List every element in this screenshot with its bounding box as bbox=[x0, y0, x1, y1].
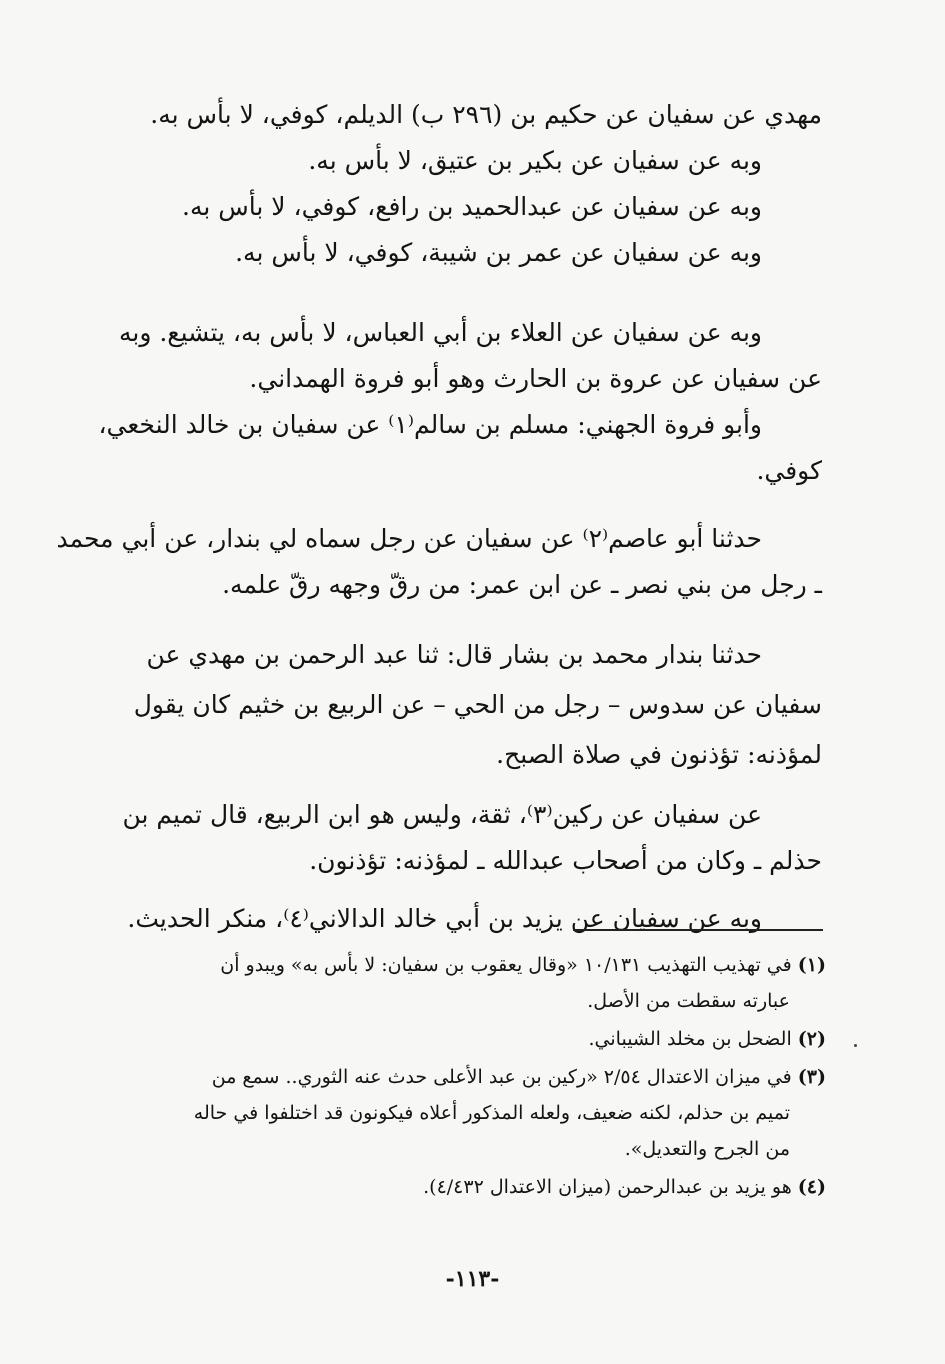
text-line: مهدي عن سفيان عن حكيم بن (٢٩٦ ب) الديلم، كوفي، لا بأس به. bbox=[150, 100, 822, 129]
text-line: سفيان عن سدوس – رجل من الحي – عن الربيع بن خثيم كان يقول bbox=[133, 690, 822, 719]
text-line: عن سفيان عن ركين⁽٣⁾، ثقة، وليس هو ابن الربيع، قال تميم بن bbox=[122, 800, 762, 829]
footnote-number: (١) bbox=[797, 954, 826, 976]
scan-speck bbox=[854, 1044, 857, 1047]
text-line: وبه عن سفيان عن يزيد بن أبي خالد الدالاني⁽٤⁾، منكر الحديث. bbox=[127, 904, 762, 933]
footnote-number: (٣) bbox=[797, 1066, 826, 1088]
text-line: كوفي. bbox=[756, 456, 822, 485]
paragraph-5 bbox=[118, 310, 822, 402]
footnote-text: في ميزان الاعتدال ٢/٥٤ «ركين بن عبد الأعلى حدث عنه الثوري.. سمع من bbox=[211, 1066, 792, 1088]
footnote-text: من الجرح والتعديل». bbox=[624, 1138, 790, 1160]
text-line: وبه عن سفيان عن بكير بن عتيق، لا بأس به. bbox=[308, 146, 762, 175]
footnote-number: (٤) bbox=[797, 1176, 826, 1198]
paragraph-2 bbox=[118, 138, 822, 184]
paragraph-7 bbox=[56, 516, 822, 608]
paragraph-9 bbox=[118, 792, 822, 884]
paragraph-8 bbox=[118, 630, 822, 780]
footnote-text: في تهذيب التهذيب ١٠/١٣١ «وقال يعقوب بن سفيان: لا بأس به» ويبدو أن bbox=[220, 954, 792, 976]
text-line: حدثنا أبو عاصم⁽٢⁾ عن سفيان عن رجل سماه لي بندار، عن أبي محمد bbox=[56, 524, 762, 553]
paragraph-10 bbox=[118, 896, 822, 942]
footnote-4 bbox=[118, 1169, 826, 1205]
paragraph-1 bbox=[118, 92, 822, 138]
paragraph-6 bbox=[98, 402, 822, 494]
text-line: عن سفيان عن عروة بن الحارث وهو أبو فروة الهمداني. bbox=[249, 364, 822, 393]
footnotes bbox=[118, 947, 826, 1207]
footnote-3 bbox=[118, 1059, 826, 1167]
footnote-text: عبارته سقطت من الأصل. bbox=[587, 990, 790, 1012]
text-line: ـ رجل من بني نصر ـ عن ابن عمر: من رقّ وجهه رقّ علمه. bbox=[222, 570, 822, 599]
footnote-number: (٢) bbox=[797, 1028, 826, 1050]
text-line: وبه عن سفيان عن عبدالحميد بن رافع، كوفي، لا بأس به. bbox=[182, 192, 762, 221]
footnote-text: تميم بن حذلم، لكنه ضعيف، ولعله المذكور أعلاه فيكونون قد اختلفوا في حاله bbox=[193, 1102, 790, 1124]
text-line: حذلم ـ وكان من أصحاب عبدالله ـ لمؤذنه: تؤذنون. bbox=[309, 846, 822, 875]
text-line: وبه عن سفيان عن عمر بن شيبة، كوفي، لا بأس به. bbox=[235, 238, 762, 267]
text-line: وبه عن سفيان عن العلاء بن أبي العباس، لا بأس به، يتشيع. وبه bbox=[118, 318, 762, 347]
text-line: حدثنا بندار محمد بن بشار قال: ثنا عبد الرحمن بن مهدي عن bbox=[146, 640, 762, 669]
text-line: وأبو فروة الجهني: مسلم بن سالم⁽١⁾ عن سفيان بن خالد النخعي، bbox=[98, 410, 762, 439]
paragraph-4 bbox=[118, 230, 822, 276]
footnote-divider bbox=[573, 929, 823, 931]
footnote-2 bbox=[118, 1021, 826, 1057]
paragraph-3 bbox=[118, 184, 822, 230]
footnote-text: هو يزيد بن عبدالرحمن (ميزان الاعتدال ٤/٤٣٢). bbox=[423, 1176, 792, 1198]
main-text bbox=[56, 92, 822, 942]
footnote-1 bbox=[118, 947, 826, 1019]
page-number: -١١٣- bbox=[445, 1266, 500, 1292]
footnote-text: الضحل بن مخلد الشيباني. bbox=[588, 1028, 792, 1050]
text-line: لمؤذنه: تؤذنون في صلاة الصبح. bbox=[496, 740, 822, 769]
